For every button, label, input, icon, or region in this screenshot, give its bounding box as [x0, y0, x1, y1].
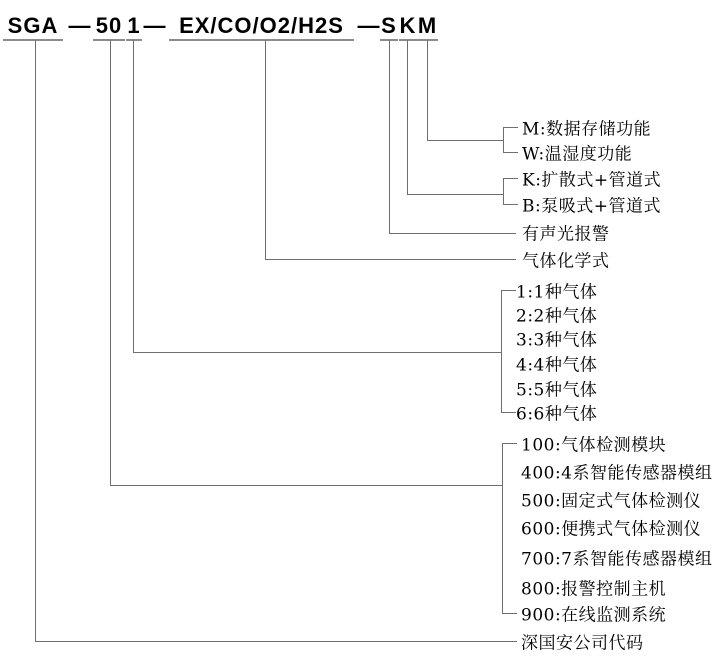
code-suffix-s: S	[380, 12, 398, 41]
bracket-series-stub-bottom	[502, 613, 517, 614]
label-k-option: K:扩散式+管道式	[522, 170, 662, 191]
code-gas-formula: EX/CO/O2/H2S	[169, 12, 354, 41]
bracket-mw-stub-top	[503, 127, 518, 128]
label-gas-count-1: 1:1种气体	[516, 282, 598, 303]
bracket-kb-stub-top	[503, 178, 518, 179]
label-series-100: 100:气体检测模块	[521, 435, 667, 456]
label-m-option: M:数据存储功能	[522, 119, 652, 140]
label-w-option: W:温湿度功能	[522, 144, 633, 165]
bracket-series-vertical	[502, 443, 503, 614]
label-series-400: 400:4系智能传感器模组	[521, 463, 713, 484]
label-series-700: 700:7系智能传感器模组	[521, 549, 713, 570]
bracket-mw-vertical	[503, 127, 504, 153]
label-b-option: B:泵吸式+管道式	[522, 196, 661, 217]
code-company: SGA	[3, 12, 63, 41]
connector-m-horizontal	[427, 140, 503, 141]
label-gas-count-6: 6:6种气体	[516, 404, 598, 425]
connector-m-vertical	[427, 40, 428, 140]
label-series-900: 900:在线监测系统	[521, 605, 667, 626]
label-gas-count-5: 5:5种气体	[516, 380, 598, 401]
code-separator-1: —	[68, 13, 92, 38]
connector-gascount-horizontal	[133, 352, 501, 353]
bracket-gascount-stub-top	[501, 290, 516, 291]
bracket-gascount-vertical	[501, 290, 502, 413]
connector-k-horizontal	[407, 194, 503, 195]
label-company-meaning: 深国安公司代码	[521, 633, 644, 654]
bracket-kb-vertical	[503, 178, 504, 205]
bracket-gascount-stub-bottom	[501, 412, 516, 413]
bracket-kb-stub-bottom	[503, 204, 518, 205]
label-gas-count-2: 2:2种气体	[516, 306, 598, 327]
code-series-digits: 50	[93, 12, 125, 41]
connector-company-vertical	[35, 40, 36, 641]
connector-gascount-vertical	[133, 40, 134, 352]
label-s-meaning: 有声光报警	[522, 224, 610, 245]
bracket-mw-stub-bottom	[503, 152, 518, 153]
code-separator-3: —	[357, 13, 381, 38]
label-gas-formula: 气体化学式	[522, 251, 610, 272]
label-gas-count-4: 4:4种气体	[516, 355, 598, 376]
connector-k-vertical	[407, 40, 408, 194]
connector-s-horizontal	[389, 233, 516, 234]
label-gas-count-3: 3:3种气体	[516, 330, 598, 351]
connector-formula-horizontal	[265, 259, 516, 260]
label-series-600: 600:便携式气体检测仪	[521, 519, 702, 540]
label-series-500: 500:固定式气体检测仪	[521, 491, 702, 512]
connector-company-horizontal	[35, 641, 517, 642]
code-separator-2: —	[143, 13, 167, 38]
code-suffix-m: M	[417, 12, 438, 41]
code-suffix-k: K	[399, 12, 417, 41]
connector-formula-vertical	[265, 40, 266, 259]
bracket-series-stub-top	[502, 443, 517, 444]
connector-series-vertical	[110, 40, 111, 485]
connector-s-vertical	[389, 40, 390, 233]
connector-series-horizontal	[110, 485, 502, 486]
code-gas-count: 1	[126, 12, 142, 41]
label-series-800: 800:报警控制主机	[521, 579, 667, 600]
